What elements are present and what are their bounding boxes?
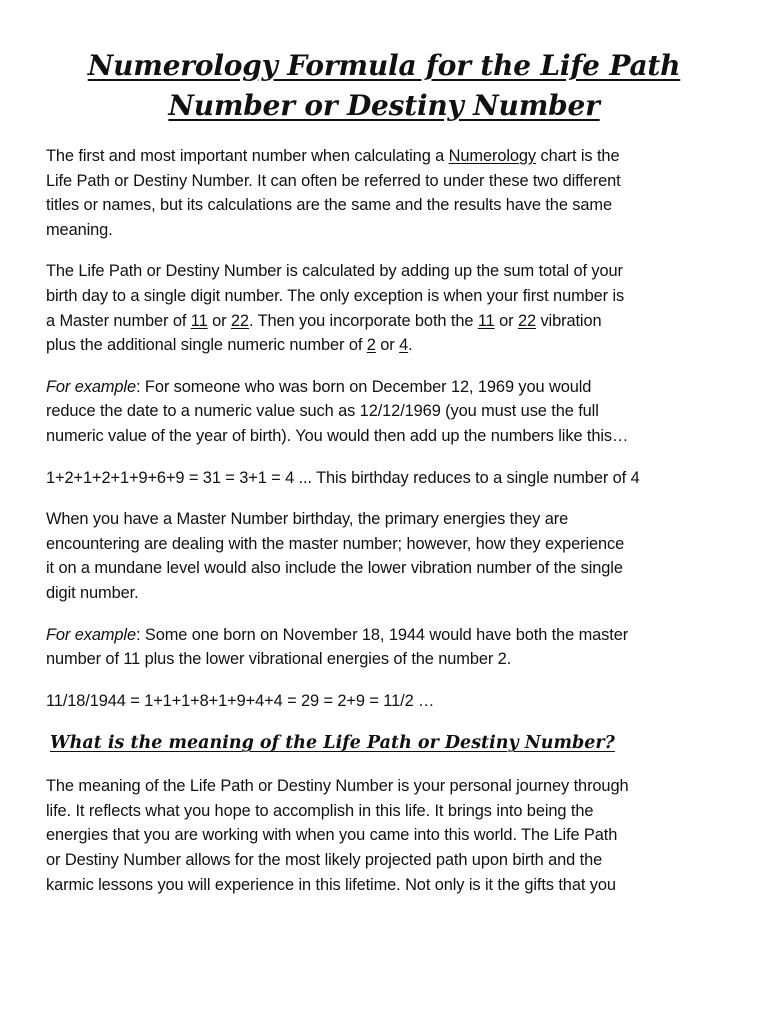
paragraph-line: energies that you are working with when you came into this world. The Life Path — [46, 826, 618, 845]
example-paragraph-1 — [46, 375, 722, 449]
paragraph-line: or Destiny Number allows for the most likely projected path upon birth and the — [46, 851, 603, 870]
paragraph-line: birth day to a single digit number. The only exception is when your first number is — [46, 286, 625, 305]
paragraph-line: Life Path or Destiny Number. It can often be referred to under these two different — [46, 171, 621, 190]
number-2-link[interactable]: 2 — [366, 336, 376, 355]
page-title — [46, 46, 722, 126]
paragraph-line — [46, 309, 722, 334]
paragraph-line: karmic lessons you will experience in this lifetime. Not only is it the gifts that you — [46, 875, 616, 894]
formula-line-1 — [46, 466, 722, 491]
text-run: or — [207, 311, 231, 330]
text-run: a Master number of — [46, 311, 191, 330]
text-run: plus the additional single numeric number of — [46, 336, 367, 355]
document-page — [46, 46, 722, 914]
paragraph-line — [46, 623, 722, 648]
formula-line-2 — [46, 689, 722, 714]
paragraph-line: titles or names, but its calculations are the same and the results have the same — [46, 196, 612, 215]
example-label: For example — [46, 625, 136, 644]
paragraph-line: encountering are dealing with the master number; however, how they experience — [46, 534, 625, 553]
paragraph-line: When you have a Master Number birthday, the primary energies they are — [46, 510, 569, 529]
example-paragraph-2 — [46, 623, 722, 672]
paragraph-line — [46, 333, 722, 358]
text-run: vibration — [535, 311, 602, 330]
paragraph-line: 11/18/1944 = 1+1+1+8+1+9+4+4 = 29 = 2+9 = 11/2 … — [46, 691, 435, 710]
paragraph-line: The Life Path or Destiny Number is calculated by adding up the sum total of your — [46, 262, 623, 281]
text-run: The first and most important number when calculating a — [46, 147, 449, 165]
paragraph-line: digit number. — [46, 583, 139, 602]
paragraph-line: numeric value of the year of birth). You would then add up the numbers like this… — [46, 426, 629, 445]
section-heading: What is the meaning of the Life Path or Destiny Number? — [50, 733, 615, 754]
numerology-link[interactable]: Numerology — [448, 147, 537, 165]
text-run: . — [408, 336, 413, 355]
text-run: . Then you incorporate both the — [248, 311, 478, 330]
paragraph-line: it on a mundane level would also include the lower vibration number of the single — [46, 559, 623, 578]
meaning-paragraph — [46, 774, 722, 897]
text-run: : For someone who was born on December 12, 1969 you would — [136, 377, 592, 396]
calculation-paragraph — [46, 259, 722, 357]
paragraph-line: meaning. — [46, 220, 113, 239]
paragraph-line — [46, 375, 722, 400]
number-4-link[interactable]: 4 — [399, 336, 409, 355]
paragraph-line: The meaning of the Life Path or Destiny Number is your personal journey through — [46, 777, 629, 796]
master-number-11-link[interactable]: 11 — [190, 311, 208, 330]
master-number-paragraph — [46, 507, 722, 605]
text-run: or — [494, 311, 518, 330]
example-label: For example — [46, 377, 136, 396]
vibration-22-link[interactable]: 22 — [517, 311, 536, 330]
paragraph-line: life. It reflects what you hope to accomplish in this life. It brings into being the — [46, 801, 594, 820]
text-run: chart is the — [536, 147, 620, 165]
intro-paragraph — [46, 144, 722, 242]
paragraph-line: 1+2+1+2+1+9+6+9 = 31 = 3+1 = 4 ... This birthday reduces to a single number of 4 — [46, 468, 640, 487]
text-run: : Some one born on November 18, 1944 would have both the master — [136, 625, 629, 644]
title-line-1: Numerology Formula for the Life Path — [87, 49, 681, 82]
vibration-11-link[interactable]: 11 — [477, 311, 495, 330]
paragraph-line: reduce the date to a numeric value such as 12/12/1969 (you must use the full — [46, 402, 599, 421]
paragraph-line: number of 11 plus the lower vibrational energies of the number 2. — [46, 650, 512, 669]
text-run: or — [375, 336, 400, 355]
title-line-2: Number or Destiny Number — [168, 89, 600, 122]
master-number-22-link[interactable]: 22 — [230, 311, 249, 330]
paragraph-line — [46, 144, 722, 169]
